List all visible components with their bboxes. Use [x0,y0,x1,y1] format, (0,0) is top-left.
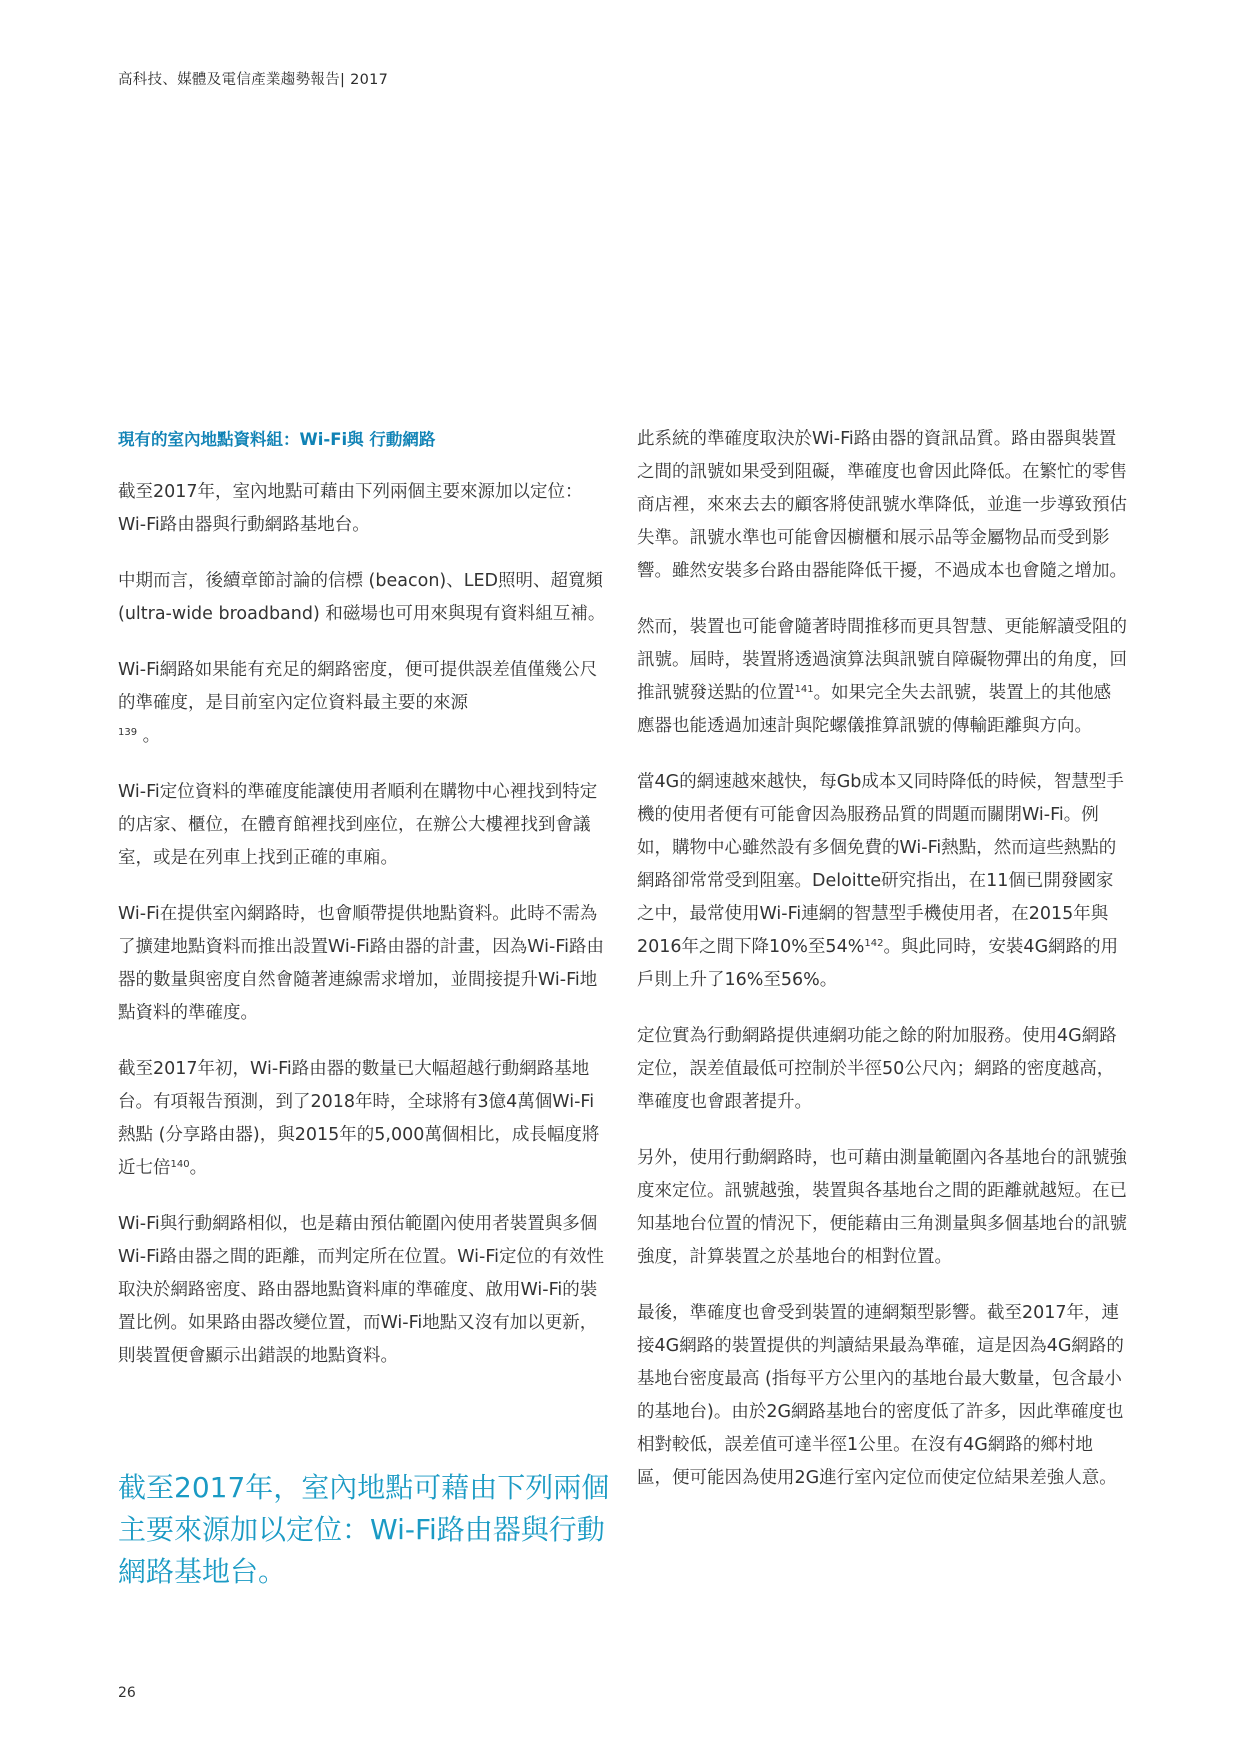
footnote-ref: 139 [118,727,138,738]
right-column [637,423,1127,1518]
paragraph: 此系統的準確度取決於Wi-Fi路由器的資訊品質。路由器與裝置之間的訊號如果受到阻礙，準確度也會因此降低。在繁忙的零售商店裡，來來去去的顧客將使訊號水準降低，並進一步導致預估失準。訊號水準也可能會因櫥櫃和展示品等金屬物品而受到影響。雖然安裝多台路由器能降低干擾，不過成本也會隨之增加。 [637,429,1127,581]
paragraph [118,654,608,753]
paragraph-text: Wi-Fi網路如果能有充足的網路密度，便可提供誤差值僅幾公尺的準確度，是目前室內定位資料最主要的來源 [118,660,598,713]
paragraph-period: 。 [142,726,161,746]
paragraph [637,766,1127,997]
paragraph-period: 。 [189,1158,208,1178]
paragraph: 最後，準確度也會受到裝置的連網類型影響。截至2017年，連接4G網路的裝置提供的判讀結果最為準確，這是因為4G網路的基地台密度最高 (指每平方公里內的基地台最大數量，包含最小的基地台)。由於2G網路基地台的密度低了許多，因此準確度也相對較低，誤差值可達半徑1公里。在沒有4G網路的鄉村地區，便可能因為使用2G進行室內定位而使定位結果差強人意。 [637,1303,1124,1488]
paragraph: 截至2017年，室內地點可藉由下列兩個主要來源加以定位：Wi-Fi路由器與行動網路基地台。 [118,482,583,535]
paragraph: 另外，使用行動網路時，也可藉由測量範圍內各基地台的訊號強度來定位。訊號越強，裝置與各基地台之間的距離就越短。在已知基地台位置的情況下，便能藉由三角測量與多個基地台的訊號強度，計算裝置之於基地台的相對位置。 [637,1148,1127,1267]
page-number: 26 [118,1685,136,1701]
pull-quote: 截至2017年，室內地點可藉由下列兩個主要來源加以定位：Wi-Fi路由器與行動網路基地台。 [118,1471,610,1588]
paragraph-text: 截至2017年初，Wi-Fi路由器的數量已大幅超越行動網路基地台。有項報告預測，到了2018年時，全球將有3億4萬個Wi-Fi熱點 (分享路由器)，與2015年的5,000萬個相比，成長幅度將近七倍 [118,1059,600,1178]
paragraph-tail: 。與此同時，安裝4G網路的用戶則上升了16%至56%。 [637,937,1119,990]
paragraph: Wi-Fi在提供室內網路時，也會順帶提供地點資料。此時不需為了擴建地點資料而推出設置Wi-Fi路由器的計畫，因為Wi-Fi路由器的數量與密度自然會隨著連線需求增加，並間接提升Wi-Fi地點資料的準確度。 [118,904,604,1023]
footnote-ref: 140 [170,1159,190,1170]
paragraph-text: 當4G的網速越來越快，每Gb成本又同時降低的時候，智慧型手機的使用者便有可能會因為服務品質的問題而關閉Wi-Fi。例如，購物中心雖然設有多個免費的Wi-Fi熱點，然而這些熱點的網路卻常常受到阻塞。Deloitte研究指出，在11個已開發國家之中，最常使用Wi-Fi連網的智慧型手機使用者，在2015年與2016年之間下降10%至54% [637,772,1124,957]
paragraph: 定位實為行動網路提供連網功能之餘的附加服務。使用4G網路定位，誤差值最低可控制於半徑50公尺內；網路的密度越高，準確度也會跟著提升。 [637,1026,1117,1112]
footnote-ref: 142 [864,938,884,949]
report-header: 高科技、媒體及電信產業趨勢報告| 2017 [118,72,389,88]
paragraph [118,1053,608,1185]
paragraph: Wi-Fi與行動網路相似，也是藉由預估範圍內使用者裝置與多個Wi-Fi路由器之間的距離，而判定所在位置。Wi-Fi定位的有效性取決於網路密度、路由器地點資料庫的準確度、啟用Wi-Fi的裝置比例。如果路由器改變位置，而Wi-Fi地點又沒有加以更新，則裝置便會顯示出錯誤的地點資料。 [118,1214,604,1366]
paragraph [637,611,1127,743]
paragraph-text: 然而，裝置也可能會隨著時間推移而更具智慧、更能解讀受阻的訊號。屆時，裝置將透過演算法與訊號自障礙物彈出的角度，回推訊號發送點的位置 [637,617,1127,703]
section-heading: 現有的室內地點資料組：Wi-Fi與 行動網路 [118,430,436,449]
paragraph: 中期而言，後續章節討論的信標 (beacon)、LED照明、超寬頻 (ultra-wide broadband) 和磁場也可用來與現有資料組互補。 [118,571,606,624]
left-column [118,426,608,1396]
footnote-ref: 141 [794,684,814,695]
paragraph-tail: 。如果完全失去訊號，裝置上的其他感應器也能透過加速計與陀螺儀推算訊號的傳輸距離與方向。 [637,683,1112,736]
paragraph: Wi-Fi定位資料的準確度能讓使用者順利在購物中心裡找到特定的店家、櫃位，在體育館裡找到座位，在辦公大樓裡找到會議室，或是在列車上找到正確的車廂。 [118,782,598,868]
